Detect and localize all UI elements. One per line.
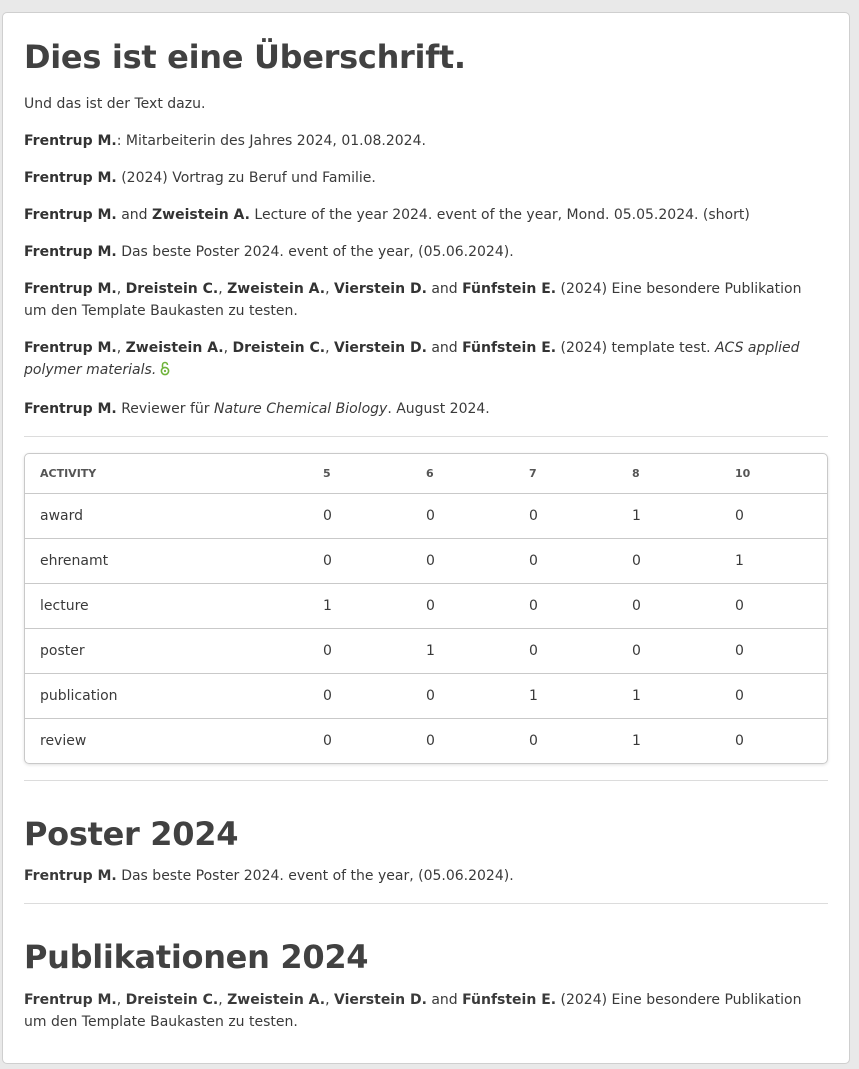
table-header-row xyxy=(25,454,827,494)
divider xyxy=(24,903,828,904)
table-cell: 0 xyxy=(720,629,827,674)
table-cell: award xyxy=(40,508,84,524)
table-cell: 1 xyxy=(308,584,411,629)
table-cell: 0 xyxy=(617,584,720,629)
table-cell: poster xyxy=(25,629,308,674)
table-row xyxy=(25,674,827,719)
list-item xyxy=(24,989,828,1033)
table-cell: 0 xyxy=(720,719,827,764)
author: Frentrup M. xyxy=(24,340,117,356)
table-cell: 1 xyxy=(720,539,827,584)
table-row xyxy=(25,539,827,584)
table-row xyxy=(25,584,827,629)
and-text: and xyxy=(431,340,458,356)
column-header: 10 xyxy=(720,454,827,494)
table-cell: 0 xyxy=(735,508,744,524)
journal-period: . xyxy=(151,362,157,378)
list-item: Frentrup M., Zweistein A., Dreistein C., Vierstein D. and Fünfstein E. (2024) template test. ACS applied polymer materials. xyxy=(24,337,828,383)
list-item xyxy=(24,865,828,887)
entry-text: . August 2024. xyxy=(387,401,490,417)
author: Frentrup M. xyxy=(24,401,117,417)
table-cell: 0 xyxy=(411,584,514,629)
list-item xyxy=(24,398,828,420)
entry-authors: Frentrup M. xyxy=(24,244,117,260)
entry-text: (2024) template test. xyxy=(556,340,715,356)
author: Dreistein C. xyxy=(232,340,326,356)
table-cell: 1 xyxy=(617,674,720,719)
entry-text: Das beste Poster 2024. event of the year, (05.06.2024). xyxy=(116,868,514,884)
table-cell: 0 xyxy=(617,629,720,674)
table-cell: review xyxy=(25,719,308,764)
journal-name: ACS applied polymer materials xyxy=(24,340,800,378)
divider xyxy=(24,780,828,781)
list-item xyxy=(24,204,828,226)
column-header: 6 xyxy=(411,454,514,494)
table-cell: 0 xyxy=(514,539,617,584)
column-header: 5 xyxy=(308,454,411,494)
table-cell: 1 xyxy=(514,674,617,719)
table-cell: 0 xyxy=(411,674,514,719)
entry-authors: Frentrup M. xyxy=(24,170,117,186)
table-cell: 0 xyxy=(720,584,827,629)
entry-text: (2024) Vortrag zu Beruf und Familie. xyxy=(116,170,376,186)
entry-authors: Frentrup M., Dreistein C., Zweistein A., Vierstein D. and Fünfstein E. xyxy=(24,992,557,1008)
table-cell: 1 xyxy=(411,629,514,674)
table-cell: 0 xyxy=(720,674,827,719)
author: Vierstein D. xyxy=(334,340,427,356)
table-cell: 0 xyxy=(308,539,411,584)
journal-name: Nature Chemical Biology xyxy=(213,401,388,417)
column-header: 7 xyxy=(514,454,617,494)
entry-text: (2024) Eine besondere Publikation um den Template Baukasten zu testen. xyxy=(24,992,802,1030)
entry-text: Lecture of the year 2024. event of the year, Mond. 05.05.2024. (short) xyxy=(249,207,750,223)
list-item xyxy=(24,167,828,189)
column-header: 8 xyxy=(617,454,720,494)
table-cell: 0 xyxy=(426,508,435,524)
section-title-poster: Poster 2024 xyxy=(24,815,239,853)
table-cell: 1 xyxy=(617,719,720,764)
entry-text: (2024) Eine besondere Publikation um den Template Baukasten zu testen. xyxy=(24,281,802,319)
table-cell: publication xyxy=(25,674,308,719)
list-item xyxy=(24,241,828,263)
author: Zweistein A. xyxy=(125,340,224,356)
table-row xyxy=(25,494,827,539)
table-cell: 1 xyxy=(632,508,641,524)
table-cell: 0 xyxy=(323,508,332,524)
table-cell: 0 xyxy=(308,629,411,674)
page-title: Dies ist eine Überschrift. xyxy=(24,38,466,76)
table-cell: lecture xyxy=(25,584,308,629)
column-header: ACTIVITY xyxy=(25,454,308,494)
author: Fünfstein E. xyxy=(462,340,557,356)
table-cell: 0 xyxy=(308,674,411,719)
open-access-icon[interactable] xyxy=(159,361,171,383)
table-cell: 0 xyxy=(514,629,617,674)
activity-table xyxy=(24,453,828,764)
table-cell: 0 xyxy=(308,719,411,764)
entry-authors: Frentrup M.: xyxy=(24,133,122,149)
entry-authors: Frentrup M. xyxy=(24,868,117,884)
section-title-publications: Publikationen 2024 xyxy=(24,938,369,976)
entry-text: Reviewer für xyxy=(116,401,214,417)
report-card xyxy=(2,12,850,1064)
entry-authors: Frentrup M., Dreistein C., Zweistein A., Vierstein D. and Fünfstein E. xyxy=(24,281,557,297)
entry-text: Das beste Poster 2024. event of the year, (05.06.2024). xyxy=(116,244,514,260)
table-row xyxy=(25,719,827,764)
divider xyxy=(24,436,828,437)
table-cell: 0 xyxy=(529,508,538,524)
table-cell: ehrenamt xyxy=(25,539,308,584)
list-item xyxy=(24,130,828,152)
entry-authors: Frentrup M. and Zweistein A. xyxy=(24,207,250,223)
activity-list xyxy=(24,130,828,420)
table-cell: 0 xyxy=(514,584,617,629)
table-cell: 0 xyxy=(411,719,514,764)
table-cell: 0 xyxy=(617,539,720,584)
table-row xyxy=(25,629,827,674)
table-cell: 0 xyxy=(514,719,617,764)
table-cell: 0 xyxy=(411,539,514,584)
entry-text: Mitarbeiterin des Jahres 2024, 01.08.2024. xyxy=(121,133,426,149)
list-item xyxy=(24,278,828,322)
intro-text: Und das ist der Text dazu. xyxy=(24,96,206,112)
